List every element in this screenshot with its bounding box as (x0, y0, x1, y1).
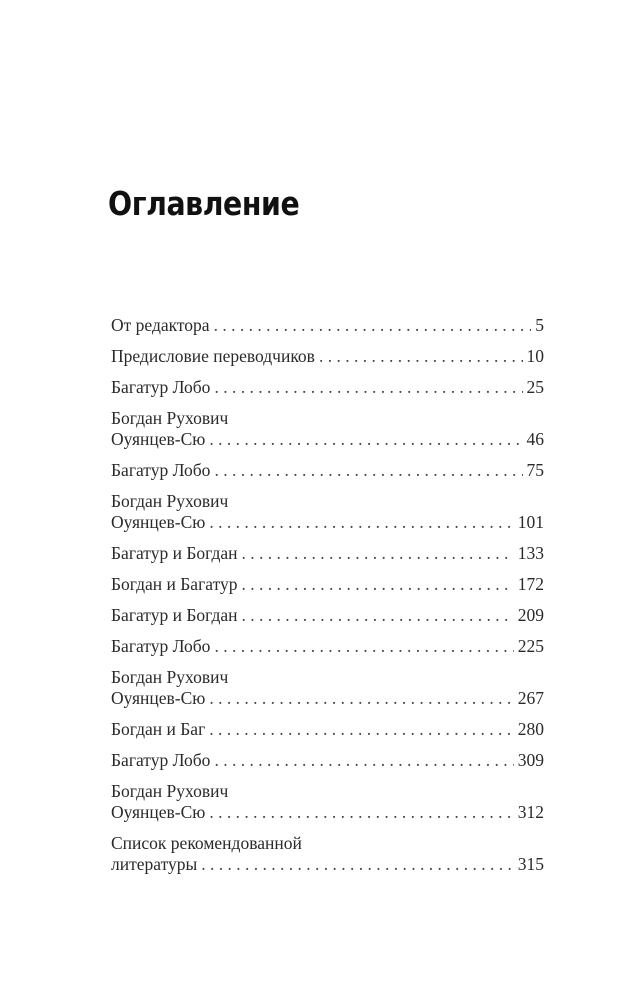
page-title: Оглавление (108, 184, 300, 223)
dot-leader (214, 750, 513, 771)
toc-page-number: 280 (517, 719, 544, 739)
dot-leader (214, 636, 513, 657)
toc-entry[interactable] (111, 491, 544, 533)
dot-leader (214, 315, 532, 336)
toc-entry[interactable] (111, 408, 544, 450)
dot-leader (319, 346, 523, 367)
toc-page-number: 75 (526, 460, 544, 480)
toc-page-number: 25 (526, 377, 544, 397)
dot-leader (241, 605, 513, 626)
dot-leader (241, 574, 513, 595)
dot-leader (201, 854, 513, 875)
toc-entry[interactable] (111, 719, 544, 740)
toc-entry-title: Богдан Рухович (111, 491, 229, 511)
toc-entry-title: Багатур и Богдан (111, 543, 238, 563)
toc-page-number: 172 (517, 574, 544, 594)
toc-entry[interactable] (111, 781, 544, 823)
toc-page-number: 225 (517, 636, 544, 656)
toc-entry-title: Богдан и Багатур (111, 574, 238, 594)
toc-entry-title: От редактора (111, 315, 210, 335)
dot-leader (209, 802, 513, 823)
dot-leader (241, 543, 513, 564)
toc-page-number: 309 (517, 750, 544, 770)
table-of-contents (111, 315, 544, 885)
toc-page-number: 267 (517, 688, 544, 708)
dot-leader (209, 688, 513, 709)
toc-entry[interactable] (111, 833, 544, 875)
toc-entry-title: Багатур и Богдан (111, 605, 238, 625)
toc-entry-title: Богдан и Баг (111, 719, 206, 739)
toc-entry[interactable] (111, 605, 544, 626)
dot-leader (214, 460, 522, 481)
toc-entry[interactable] (111, 667, 544, 709)
toc-entry-title: Оуянцев-Сю (111, 688, 206, 708)
toc-page-number: 10 (526, 346, 544, 366)
toc-page-number: 315 (517, 854, 544, 874)
toc-entry[interactable] (111, 346, 544, 367)
toc-page-number: 5 (535, 315, 544, 335)
toc-entry[interactable] (111, 460, 544, 481)
toc-entry[interactable] (111, 574, 544, 595)
toc-entry[interactable] (111, 543, 544, 564)
toc-entry-title: Оуянцев-Сю (111, 512, 206, 532)
toc-entry[interactable] (111, 636, 544, 657)
dot-leader (214, 377, 522, 398)
dot-leader (209, 429, 522, 450)
toc-entry[interactable] (111, 750, 544, 771)
toc-entry-title: Багатур Лобо (111, 460, 211, 480)
dot-leader (209, 512, 513, 533)
toc-page-number: 133 (517, 543, 544, 563)
toc-page-number: 209 (517, 605, 544, 625)
toc-entry-title: Багатур Лобо (111, 750, 211, 770)
toc-entry-title: литературы (111, 854, 198, 874)
dot-leader (209, 719, 513, 740)
toc-entry-title: Багатур Лобо (111, 377, 211, 397)
toc-page-number: 312 (517, 802, 544, 822)
toc-entry-title: Богдан Рухович (111, 781, 229, 801)
toc-entry-title: Оуянцев-Сю (111, 429, 206, 449)
toc-entry-title: Багатур Лобо (111, 636, 211, 656)
toc-entry[interactable] (111, 377, 544, 398)
toc-entry[interactable] (111, 315, 544, 336)
toc-entry-title: Оуянцев-Сю (111, 802, 206, 822)
toc-entry-title: Список рекомендованной (111, 833, 302, 853)
toc-page-number: 101 (517, 512, 544, 532)
toc-entry-title: Предисловие переводчиков (111, 346, 315, 366)
toc-entry-title: Богдан Рухович (111, 408, 229, 428)
toc-entry-title: Богдан Рухович (111, 667, 229, 687)
toc-page-number: 46 (526, 429, 544, 449)
